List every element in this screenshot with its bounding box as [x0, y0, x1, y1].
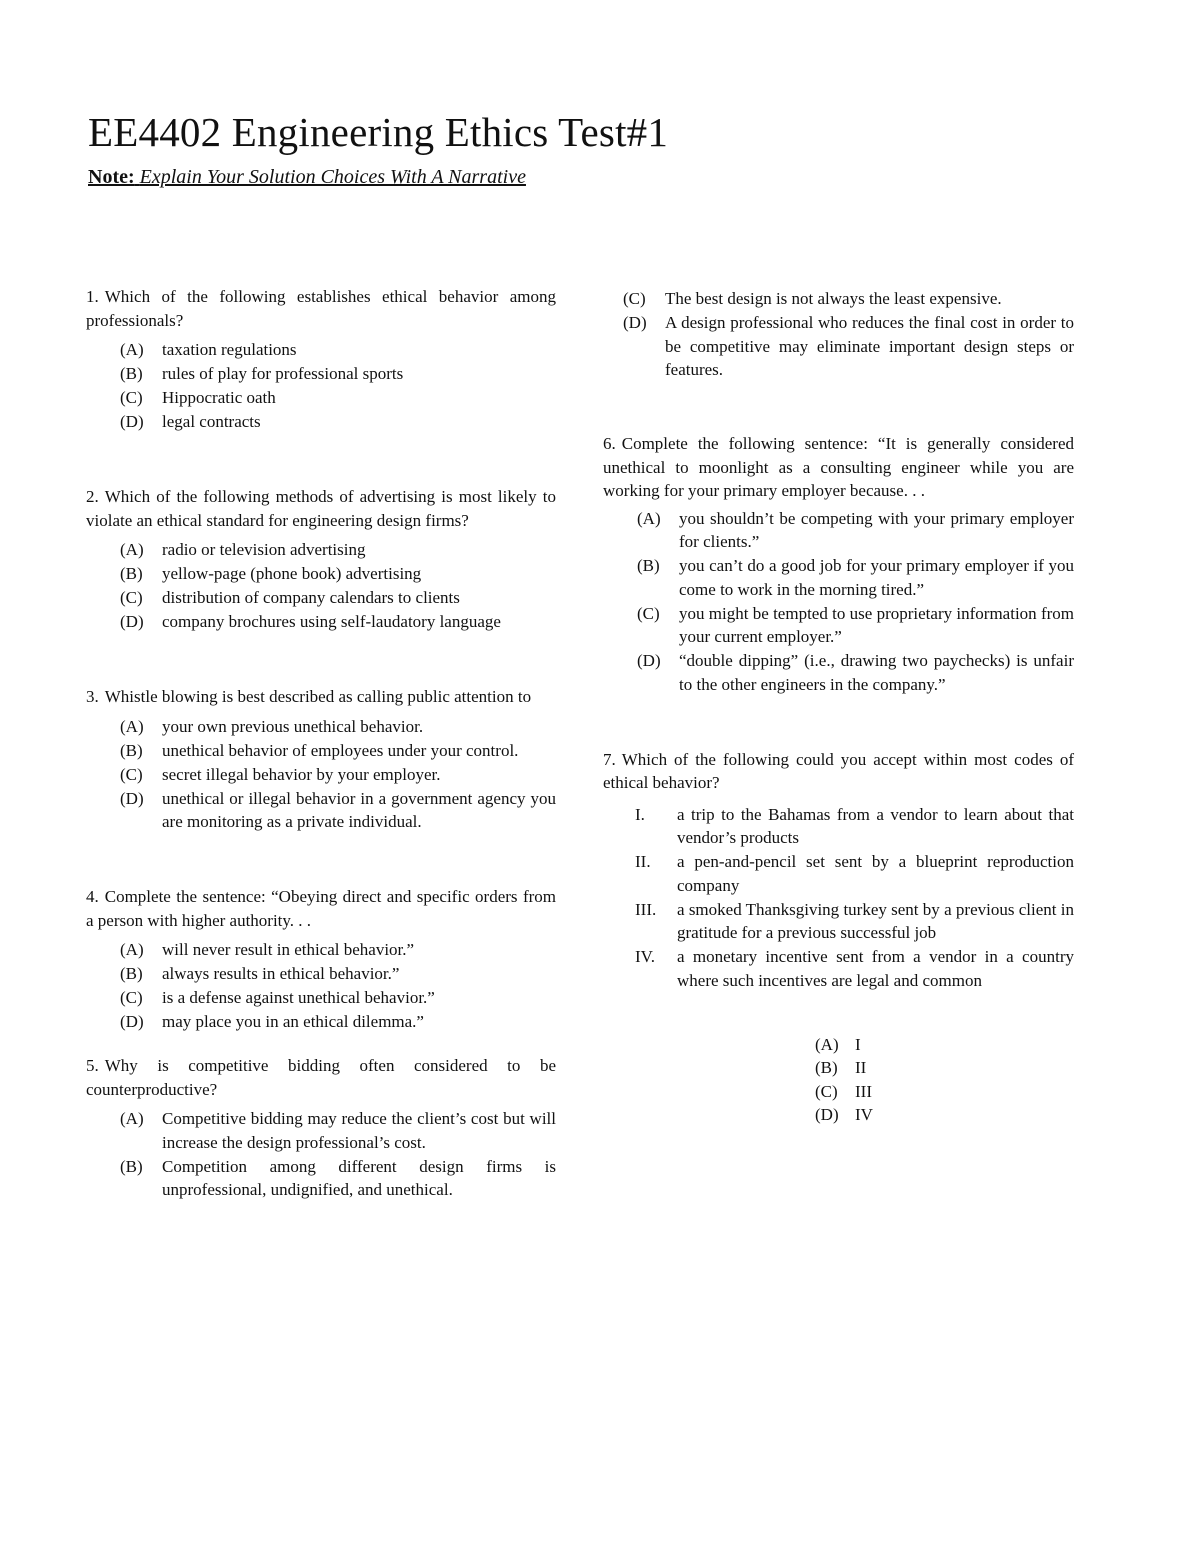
option-item [815, 1056, 873, 1080]
option-label: (D) [120, 612, 144, 631]
question-stem [86, 285, 556, 332]
option-list [120, 338, 556, 434]
question-1 [86, 285, 556, 434]
option-item [120, 338, 556, 362]
statement-item [635, 850, 1074, 897]
option-label: (D) [120, 412, 144, 431]
option-item [637, 554, 1074, 601]
option-text: IV [855, 1105, 873, 1124]
option-label: (C) [815, 1081, 838, 1101]
option-label: (A) [120, 540, 144, 559]
option-label: (C) [120, 764, 143, 784]
question-text: Whistle blowing is best described as calling public attention to [104, 687, 532, 706]
option-label: (B) [120, 564, 143, 583]
option-text: always results in ethical behavior.” [162, 964, 400, 983]
option-text: III [855, 1081, 872, 1101]
option-item [120, 386, 556, 410]
question-stem [86, 885, 556, 932]
question-5 [86, 1054, 556, 1202]
option-text: unethical or illegal behavior in a government agency you are monitoring as a private individual. [162, 788, 556, 831]
option-item [623, 311, 1074, 382]
option-item [637, 507, 1074, 554]
option-text: secret illegal behavior by your employer. [162, 764, 441, 784]
question-text: Complete the sentence: “Obeying direct and specific orders from a person with higher authority. . . [86, 887, 556, 930]
option-label: (D) [623, 313, 647, 332]
option-list [120, 938, 556, 1034]
note-text: Explain Your Solution Choices With A Narrative [139, 166, 526, 188]
option-label: (B) [637, 556, 660, 575]
option-item [120, 1107, 556, 1154]
note-line [88, 166, 526, 189]
option-item [623, 287, 1074, 311]
option-text: I [855, 1034, 861, 1054]
option-text: yellow-page (phone book) advertising [162, 564, 422, 583]
option-text: “double dipping” (i.e., drawing two paychecks) is unfair to the other engineers in the company.” [679, 651, 1074, 694]
option-label: (C) [120, 388, 143, 407]
question-number: 3. [86, 687, 99, 706]
question-3 [86, 685, 556, 834]
option-item [120, 715, 556, 739]
option-item [120, 986, 556, 1010]
option-text: Hippocratic oath [162, 388, 276, 407]
statement-item [635, 803, 1074, 850]
statement-text: a monetary incentive sent from a vendor in a country where such incentives are legal and common [677, 947, 1074, 990]
option-text: II [855, 1058, 867, 1077]
option-text: may place you in an ethical dilemma.” [162, 1012, 424, 1031]
left-column [86, 285, 556, 1202]
note-label: Note: [88, 166, 135, 188]
option-text: you can’t do a good job for your primary employer if you come to work in the morning tired.” [679, 556, 1074, 599]
option-text: The best design is not always the least expensive. [665, 289, 1002, 308]
option-text: A design professional who reduces the final cost in order to be competitive may eliminate important design steps or features. [665, 313, 1074, 379]
statement-item [635, 898, 1074, 945]
statement-text: a smoked Thanksgiving turkey sent by a previous client in gratitude for a previous successful job [677, 899, 1074, 942]
option-label: (B) [120, 964, 143, 983]
question-number: 4. [86, 887, 99, 906]
question-2 [86, 485, 556, 634]
question-stem [603, 432, 1074, 503]
option-list [120, 538, 556, 634]
option-label: (C) [637, 603, 660, 623]
right-column [603, 287, 1074, 1124]
option-item [637, 649, 1074, 696]
statement-text: a pen-and-pencil set sent by a blueprint reproduction company [677, 852, 1074, 895]
question-number: 6. [603, 434, 616, 453]
option-item [120, 739, 556, 763]
option-item [120, 787, 556, 834]
question-4 [86, 885, 556, 1034]
option-item [120, 610, 556, 634]
option-item [120, 962, 556, 986]
option-label: (C) [120, 988, 143, 1007]
question-stem [603, 748, 1074, 795]
answer-choice-list [815, 1033, 873, 1127]
option-list [637, 507, 1074, 697]
option-item [637, 602, 1074, 649]
option-item [120, 1010, 556, 1034]
option-text: legal contracts [162, 412, 261, 431]
option-item [120, 938, 556, 962]
statement-label: I. [635, 804, 645, 824]
option-label: (A) [120, 940, 144, 959]
option-item [120, 562, 556, 586]
question-text: Which of the following could you accept within most codes of ethical behavior? [603, 749, 1074, 792]
option-item [815, 1080, 873, 1104]
option-label: (D) [815, 1105, 839, 1124]
option-label: (D) [637, 651, 661, 670]
option-item [120, 763, 556, 787]
question-6 [603, 432, 1074, 696]
option-text: is a defense against unethical behavior.” [162, 988, 435, 1007]
question-stem [86, 685, 556, 709]
option-item [815, 1033, 873, 1057]
option-list [120, 1107, 556, 1202]
question-text: Which of the following methods of advertising is most likely to violate an ethical standard for engineering design firms? [86, 487, 556, 530]
question-text: Why is competitive bidding often considered to be counterproductive? [86, 1056, 556, 1099]
option-list [623, 287, 1074, 382]
option-item [120, 538, 556, 562]
option-label: (B) [120, 1156, 143, 1176]
question-text: Which of the following establishes ethical behavior among professionals? [86, 287, 556, 330]
question-number: 1. [86, 287, 99, 306]
option-label: (A) [120, 716, 144, 736]
option-text: your own previous unethical behavior. [162, 716, 424, 736]
option-label: (A) [120, 1109, 144, 1128]
option-item [120, 1155, 556, 1202]
option-label: (B) [815, 1058, 838, 1077]
option-item [120, 586, 556, 610]
option-item [120, 410, 556, 434]
option-label: (B) [120, 740, 143, 760]
option-label: (D) [120, 1012, 144, 1031]
option-label: (C) [623, 289, 646, 308]
question-number: 7. [603, 749, 616, 769]
page-title: EE4402 Engineering Ethics Test#1 [88, 109, 669, 155]
question-5-continued [603, 287, 1074, 382]
option-text: Competitive bidding may reduce the client’s cost but will increase the design professional’s cost. [162, 1109, 556, 1152]
statement-label: III. [635, 899, 657, 919]
question-number: 5. [86, 1056, 99, 1075]
option-label: (C) [120, 588, 143, 607]
question-stem [86, 1054, 556, 1101]
option-label: (D) [120, 788, 144, 808]
option-text: you shouldn’t be competing with your primary employer for clients.” [679, 508, 1074, 551]
option-text: you might be tempted to use proprietary information from your current employer.” [679, 603, 1074, 646]
question-number: 2. [86, 487, 99, 506]
option-text: unethical behavior of employees under your control. [162, 740, 519, 760]
option-text: company brochures using self-laudatory language [162, 612, 501, 631]
option-text: Competition among different design firms is unprofessional, undignified, and unethical. [162, 1156, 556, 1199]
statement-item [635, 945, 1074, 992]
option-item [815, 1103, 873, 1127]
statement-label: IV. [635, 947, 655, 966]
question-stem [86, 485, 556, 532]
option-text: taxation regulations [162, 340, 297, 359]
option-item [120, 362, 556, 386]
option-label: (A) [637, 508, 661, 528]
option-text: rules of play for professional sports [162, 364, 404, 383]
option-label: (A) [815, 1034, 839, 1054]
option-text: will never result in ethical behavior.” [162, 940, 415, 959]
option-text: radio or television advertising [162, 540, 366, 559]
statement-text: a trip to the Bahamas from a vendor to learn about that vendor’s products [677, 804, 1074, 847]
option-label: (A) [120, 340, 144, 359]
statement-label: II. [635, 852, 651, 871]
question-7 [603, 748, 1074, 1124]
option-list [120, 715, 556, 834]
statement-list [635, 803, 1074, 993]
question-text: Complete the following sentence: “It is generally considered unethical to moonlight as a consulting engineer while you are working for your primary employer because. . . [603, 434, 1074, 500]
option-text: distribution of company calendars to clients [162, 588, 460, 607]
option-label: (B) [120, 364, 143, 383]
